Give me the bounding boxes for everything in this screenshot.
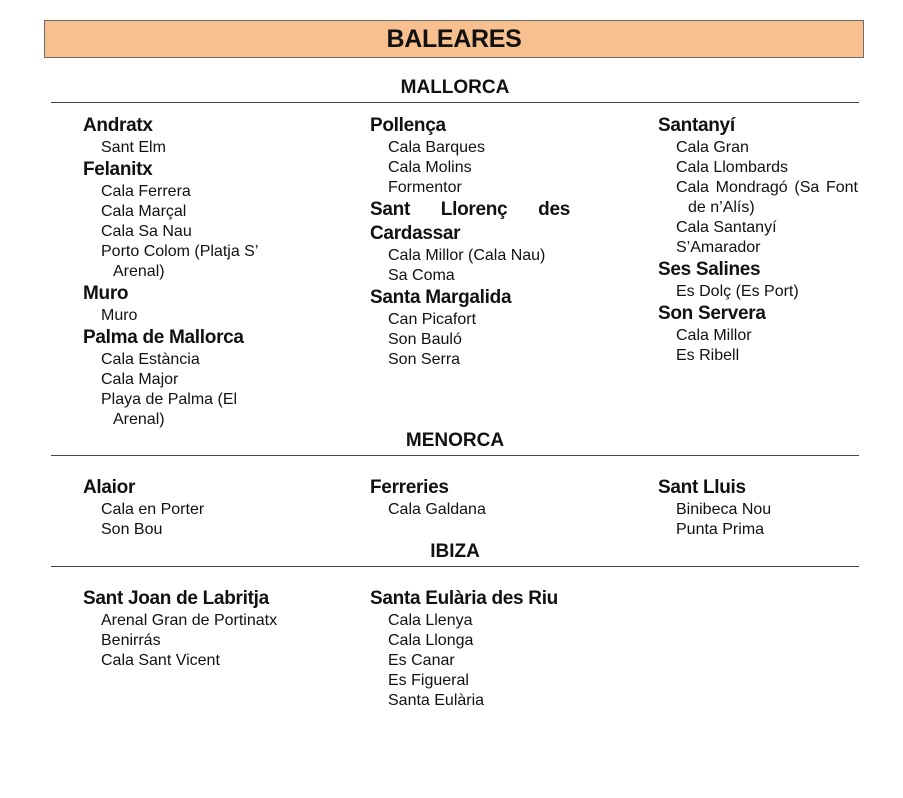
beach-item: Cala Llenya (388, 612, 473, 629)
beach-item: Es Canar (388, 652, 455, 669)
section-divider (51, 102, 859, 103)
beach-item: Cala Ferrera (101, 183, 191, 200)
beach-item: Muro (101, 307, 138, 324)
section-heading-menorca: MENORCA (405, 430, 505, 451)
beach-item: Benirrás (101, 632, 161, 649)
municipality-heading: Ferreries (370, 477, 449, 498)
page-title: BALEARES (44, 20, 864, 58)
beach-item: Cala Llombards (676, 159, 789, 176)
section-heading-mallorca: MALLORCA (400, 77, 510, 98)
municipality-heading: Ses Salines (658, 259, 761, 280)
beach-item: Sa Coma (388, 267, 455, 284)
menorca-column-1 (83, 476, 283, 540)
mallorca-column-1 (83, 114, 283, 430)
municipality-heading: Santa Eulària des Riu (370, 588, 558, 609)
beach-item: Cala Estància (101, 351, 200, 368)
beach-item: Can Picafort (388, 311, 477, 328)
municipality-heading: Son Servera (658, 303, 766, 324)
municipality-heading: Sant Joan de Labritja (83, 588, 269, 609)
municipality-heading: Pollença (370, 115, 446, 136)
municipality-heading: Palma de Mallorca (83, 327, 244, 348)
beach-item: Cala Sa Nau (101, 223, 192, 240)
municipality-heading: Muro (83, 283, 129, 304)
beach-item: Sant Elm (101, 139, 166, 156)
beach-item: Arenal Gran de Portinatx (101, 612, 278, 629)
beach-item: S’Amarador (676, 239, 761, 256)
beach-item: Playa de Palma (El Arenal) (101, 391, 238, 428)
beach-item: Binibeca Nou (676, 501, 772, 518)
beach-item: Cala Llonga (388, 632, 474, 649)
beach-item: Cala Millor (676, 327, 752, 344)
beach-item: Formentor (388, 179, 462, 196)
beach-item: Cala Marçal (101, 203, 187, 220)
mallorca-column-3 (658, 114, 858, 366)
beach-item: Es Figueral (388, 672, 469, 689)
beach-item: Cala Santanyí (676, 219, 777, 236)
beach-item: Cala Mondragó (Sa Font de n’Alís) (676, 179, 858, 216)
beach-item: Cala en Porter (101, 501, 205, 518)
municipality-heading: Andratx (83, 115, 153, 136)
beach-item: Cala Gran (676, 139, 749, 156)
ibiza-column-2 (370, 587, 570, 711)
beach-item: Cala Sant Vicent (101, 652, 220, 669)
beach-item: Cala Barques (388, 139, 485, 156)
beach-item: Son Bauló (388, 331, 462, 348)
municipality-heading: Sant Lluis (658, 477, 746, 498)
menorca-column-2 (370, 476, 570, 520)
beach-item: Cala Major (101, 371, 179, 388)
beach-item: Cala Galdana (388, 501, 486, 518)
municipality-heading: Alaior (83, 477, 136, 498)
beach-item: Cala Molins (388, 159, 472, 176)
beach-item: Punta Prima (676, 521, 765, 538)
beach-item: Es Ribell (676, 347, 740, 364)
menorca-column-3 (658, 476, 858, 540)
municipality-heading: Santa Margalida (370, 287, 512, 308)
section-divider (51, 455, 859, 456)
beach-item: Cala Millor (Cala Nau) (388, 247, 546, 264)
section-divider (51, 566, 859, 567)
beach-item: Porto Colom (Platja S’ Arenal) (101, 243, 258, 280)
municipality-heading: Santanyí (658, 115, 735, 136)
beach-item: Son Serra (388, 351, 461, 368)
mallorca-column-2 (370, 114, 570, 370)
section-heading-ibiza: IBIZA (430, 541, 480, 562)
municipality-heading: Felanitx (83, 159, 153, 180)
ibiza-column-1 (83, 587, 283, 671)
beach-item: Santa Eulària (388, 692, 485, 709)
beach-item: Son Bou (101, 521, 163, 538)
beach-item: Es Dolç (Es Port) (676, 283, 799, 300)
municipality-heading: Sant Llorenç des Cardassar (370, 199, 570, 244)
